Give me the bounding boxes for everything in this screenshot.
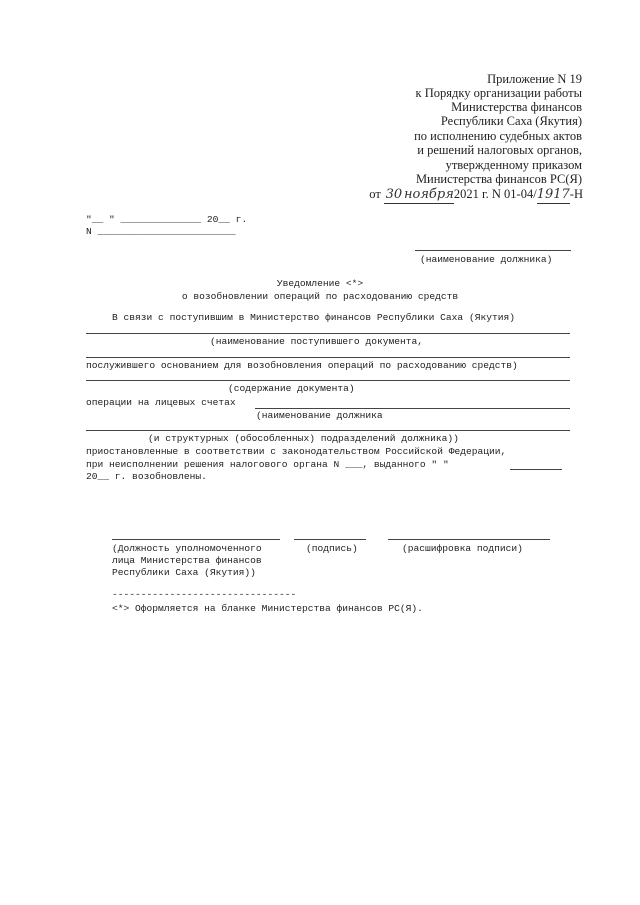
signature-rule-3 [388,539,550,540]
body-rule-4 [255,408,570,409]
header-line-3: Министерства финансов [451,100,582,114]
header-line-1: Приложение N 19 [487,72,582,86]
body-caption-4: (и структурных (обособленных) подразделений должника)) [148,433,459,444]
approval-number-prefix: N 01-04/ [491,187,537,201]
header-line-7: утвержденному приказом [445,158,582,172]
signature-col3: (расшифровка подписи) [402,543,523,554]
approval-year: 2021 г. [453,187,489,201]
signature-col1-line-1: (Должность уполномоченного [112,543,262,554]
number-line: N ________________________ [86,226,236,237]
body-line-5: при неисполнении решения налогового органа N ___, выданного " " [86,459,449,470]
body-caption-3: (наименование должника [256,410,383,421]
body-line-6: 20__ г. возобновлены. [86,471,207,482]
body-rule-6 [510,469,562,470]
body-line-1: В связи с поступившим в Министерство финансов Республики Саха (Якутия) [112,312,516,323]
body-caption-1: (наименование поступившего документа, [210,336,424,347]
approval-prefix: от [369,187,381,201]
header-line-8: Министерства финансов РС(Я) [415,172,582,186]
recipient-caption: (наименование должника) [420,254,553,265]
body-rule-5 [86,430,570,431]
footnote-rule: -------------------------------- [112,589,297,600]
body-rule-3 [86,380,570,381]
approval-line [369,186,583,204]
approval-number-handwritten: 1917 [536,187,570,202]
body-rule-2 [86,357,570,358]
signature-col1-line-3: Республики Саха (Якутия)) [112,567,256,578]
header-line-5: по исполнению судебных актов [414,129,582,143]
date-line: "__ " ______________ 20__ г. [86,214,248,225]
approval-month-handwritten: ноября [403,187,454,202]
recipient-rule [415,250,571,251]
approval-number-suffix: -Н [569,187,583,201]
header-line-2: к Порядку организации работы [415,86,582,100]
header-line-6: и решений налоговых органов, [417,143,582,157]
body-rule-1 [86,333,570,334]
signature-rule-1 [112,539,280,540]
footnote-text: <*> Оформляется на бланке Министерства финансов РС(Я). [112,603,423,614]
signature-rule-2 [294,539,366,540]
header-line-4: Республики Саха (Якутия) [440,114,582,128]
title-line-2: о возобновлении операций по расходованию средств [181,291,459,302]
body-line-3-prefix: операции на лицевых счетах [86,397,236,408]
signature-col1-line-2: лица Министерства финансов [112,555,262,566]
body-line-2: послужившего основанием для возобновления операций по расходованию средств) [86,360,518,371]
approval-day-handwritten: 30 [385,187,403,202]
body-caption-2: (содержание документа) [228,383,355,394]
title-line-1: Уведомление <*> [276,278,364,289]
signature-col2: (подпись) [306,543,358,554]
body-line-4: приостановленные в соответствии с законодательством Российской Федерации, [86,446,507,457]
